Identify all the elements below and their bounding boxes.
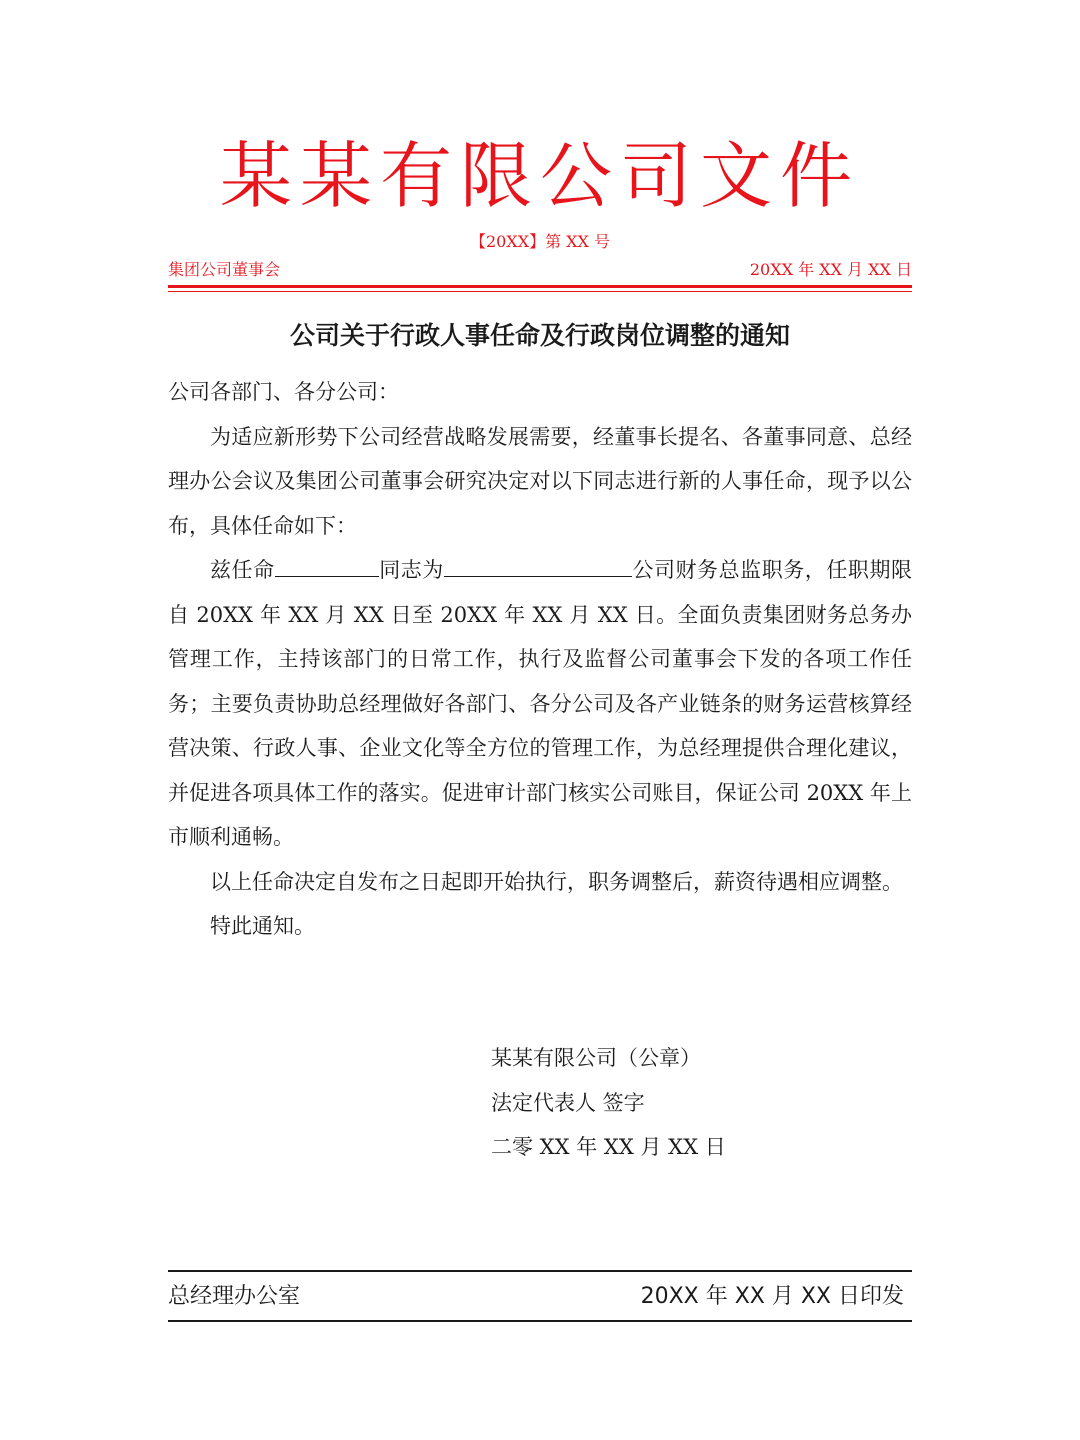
- paragraph-effective: 以上任命决定自发布之日起即开始执行，职务调整后，薪资待遇相应调整。: [210, 869, 903, 894]
- signature-company: 某某有限公司（公章）: [491, 1046, 701, 1070]
- signature-date: 二零 XX 年 XX 月 XX 日: [491, 1135, 726, 1159]
- header-divider-thin: [168, 291, 912, 292]
- notice-title: 公司关于行政人事任命及行政岗位调整的通知: [289, 321, 790, 350]
- issue-date: 20XX 年 XX 月 XX 日: [749, 260, 912, 279]
- footer-divider-top: [168, 1270, 912, 1272]
- appointment-prefix: 兹任命: [210, 558, 275, 582]
- paragraph-intro: 为适应新形势下公司经营战略发展需要，经董事长提名、各董事同意、总经理办公会议及集团公司董事会研究决定对以下同志进行新的人事任命，现予以公布，具体任命如下：: [168, 424, 912, 538]
- appointment-mid: 同志为: [378, 558, 444, 582]
- paragraph-closing: 特此通知。: [210, 914, 315, 938]
- name-blank-line: [275, 554, 379, 577]
- appointment-details: 公司财务总监职务，任职期限自 20XX 年 XX 月 XX 日至 20XX 年 XX 月 XX 日。全面负责集团财务总务办管理工作，主持该部门的日常工作，执行及监督公司董事会下发的各项工作任务；主要负责协助总经理做好各部门、各分公司及各产业链条的财务运营核算经营决策、行政人事、企业文化等全方位的管理工作，为总经理提供合理化建议，并促进各项具体工作的落实。促进审计部门核实公司账目，保证公司 20XX 年上市顺利通畅。: [168, 558, 913, 849]
- document-number: 【20XX】第 XX 号: [469, 232, 611, 251]
- salutation: 公司各部门、各分公司：: [168, 380, 399, 404]
- position-blank-line: [444, 554, 632, 577]
- signature-representative: 法定代表人 签字: [491, 1090, 645, 1115]
- paragraph-appointment: [168, 548, 912, 860]
- footer-divider-bottom: [168, 1320, 912, 1322]
- footer-office: 总经理办公室: [168, 1284, 301, 1309]
- signature-block: [491, 1036, 726, 1170]
- notice-body: [168, 370, 912, 949]
- document-masthead: 某某有限公司文件: [219, 134, 860, 218]
- issuer-label: 集团公司董事会: [168, 260, 281, 279]
- footer-print-date: 20XX 年 XX 月 XX 日印发: [640, 1284, 904, 1309]
- header-divider-thick: [168, 285, 912, 288]
